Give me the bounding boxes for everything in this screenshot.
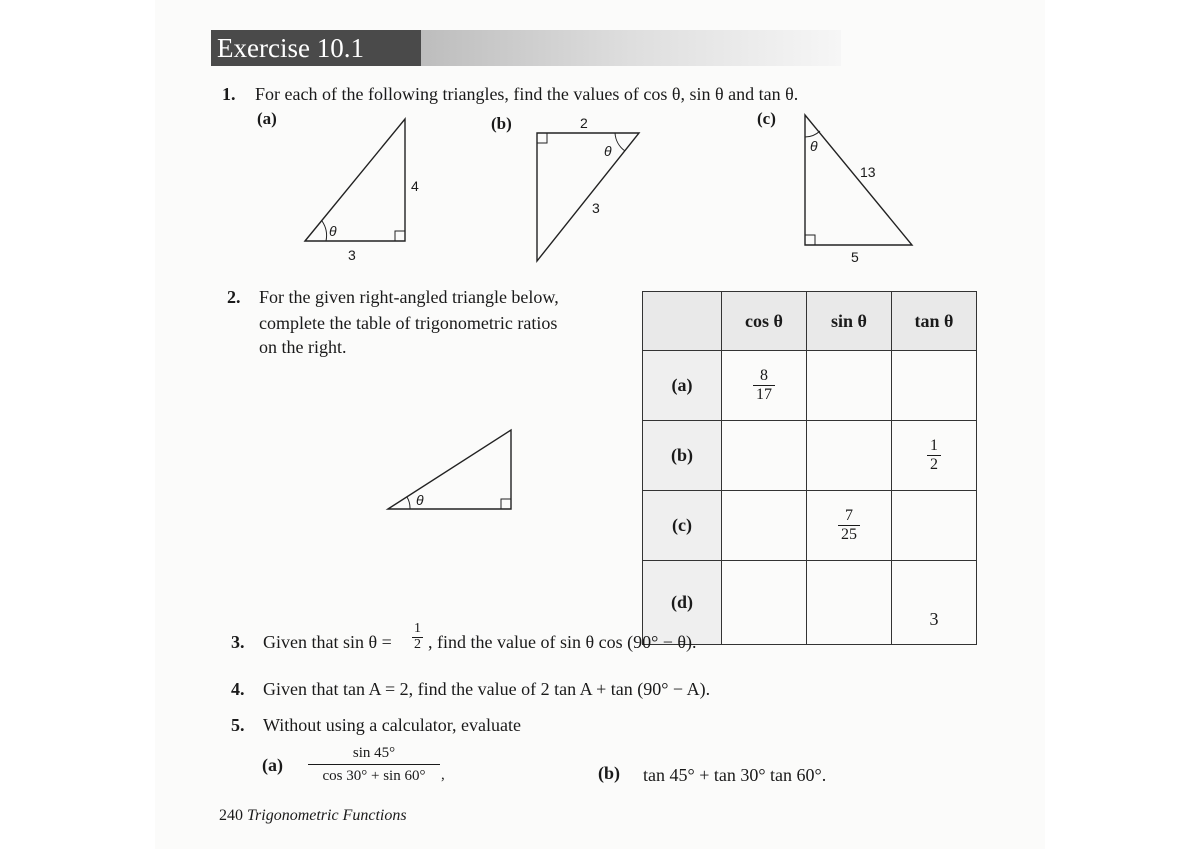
triangle-c-angle: θ bbox=[810, 138, 818, 154]
q4-number: 4. bbox=[231, 679, 245, 699]
q2-line-1: For the given right-angled triangle below, bbox=[259, 287, 559, 307]
cell-a-sin bbox=[807, 351, 892, 421]
cell-c-sin-num: 7 bbox=[838, 507, 860, 526]
cell-a-cos-num: 8 bbox=[753, 367, 775, 386]
q5-part-a-label: (a) bbox=[262, 755, 283, 775]
cell-c-sin-den: 25 bbox=[841, 525, 857, 543]
triangle-a bbox=[300, 115, 410, 245]
q5-part-b-text: tan 45° + tan 30° tan 60°. bbox=[643, 765, 827, 785]
triangle-c-side-bottom: 5 bbox=[851, 249, 859, 265]
q5-number: 5. bbox=[231, 715, 245, 735]
q1-part-b-label: (b) bbox=[491, 114, 512, 133]
table-header-tan: tan θ bbox=[892, 292, 977, 351]
q1-part-a-label: (a) bbox=[257, 109, 277, 128]
q1-text: For each of the following triangles, find the values of cos θ, sin θ and tan θ. bbox=[255, 84, 799, 104]
row-label-b: (b) bbox=[643, 421, 722, 491]
trig-ratio-table bbox=[642, 291, 977, 645]
triangle-a-side-bottom: 3 bbox=[348, 247, 356, 263]
q5-part-b-label: (b) bbox=[598, 763, 620, 783]
row-label-d: (d) bbox=[643, 561, 722, 645]
cell-b-tan-num: 1 bbox=[927, 437, 941, 456]
footer-section-title: Trigonometric Functions bbox=[247, 807, 407, 824]
cell-b-tan-den: 2 bbox=[930, 455, 938, 473]
triangle-a-side-right: 4 bbox=[411, 178, 419, 194]
table-header-cos: cos θ bbox=[722, 292, 807, 351]
q3-frac-num: 1 bbox=[414, 621, 421, 636]
cell-c-sin bbox=[807, 491, 892, 561]
cell-d-tan: 3 bbox=[892, 561, 977, 645]
table-corner-cell bbox=[643, 292, 722, 351]
q3-text-post: , find the value of sin θ cos (90° − θ). bbox=[428, 632, 697, 652]
triangle-q2-angle: θ bbox=[416, 492, 424, 508]
triangle-b bbox=[535, 130, 645, 265]
cell-d-cos bbox=[722, 561, 807, 645]
q3-frac-den: 2 bbox=[414, 636, 421, 652]
cell-a-tan bbox=[892, 351, 977, 421]
title-banner-fade bbox=[421, 30, 841, 66]
q5-part-a-comma: , bbox=[441, 767, 445, 783]
page-number: 240 bbox=[219, 807, 243, 824]
q3-text-pre: Given that sin θ = bbox=[263, 632, 392, 652]
cell-c-tan bbox=[892, 491, 977, 561]
cell-b-tan bbox=[892, 421, 977, 491]
row-label-c: (c) bbox=[643, 491, 722, 561]
exercise-title: Exercise 10.1 bbox=[211, 30, 421, 66]
triangle-c-side-hyp: 13 bbox=[860, 164, 876, 180]
q5-part-a-numerator: sin 45° bbox=[308, 745, 440, 765]
table-row bbox=[643, 491, 977, 561]
q5-part-a-fraction bbox=[308, 745, 440, 785]
triangle-b-angle: θ bbox=[604, 143, 612, 159]
triangle-b-side-top: 2 bbox=[580, 115, 588, 131]
table-row bbox=[643, 351, 977, 421]
q2-line-3: on the right. bbox=[259, 337, 347, 357]
q4-text: Given that tan A = 2, find the value of 2 tan A + tan (90° − A). bbox=[263, 679, 711, 699]
q3-number: 3. bbox=[231, 632, 245, 652]
triangle-q2 bbox=[385, 428, 515, 513]
q5-part-a-denominator: cos 30° + sin 60° bbox=[322, 768, 426, 784]
cell-c-cos bbox=[722, 491, 807, 561]
triangle-a-angle: θ bbox=[329, 223, 337, 239]
q2-number: 2. bbox=[227, 287, 241, 307]
q3-fraction bbox=[412, 622, 423, 652]
row-label-a: (a) bbox=[643, 351, 722, 421]
cell-b-sin bbox=[807, 421, 892, 491]
cell-a-cos-den: 17 bbox=[756, 385, 772, 403]
q5-text: Without using a calculator, evaluate bbox=[263, 715, 521, 735]
table-header-sin: sin θ bbox=[807, 292, 892, 351]
cell-b-cos bbox=[722, 421, 807, 491]
page-footer bbox=[219, 807, 407, 825]
q1-part-c-label: (c) bbox=[757, 109, 776, 128]
q1-number: 1. bbox=[222, 84, 236, 104]
table-row bbox=[643, 421, 977, 491]
triangle-b-side-hyp: 3 bbox=[592, 200, 600, 216]
q2-line-2: complete the table of trigonometric ratios bbox=[259, 313, 558, 333]
cell-a-cos bbox=[722, 351, 807, 421]
cell-d-sin bbox=[807, 561, 892, 645]
